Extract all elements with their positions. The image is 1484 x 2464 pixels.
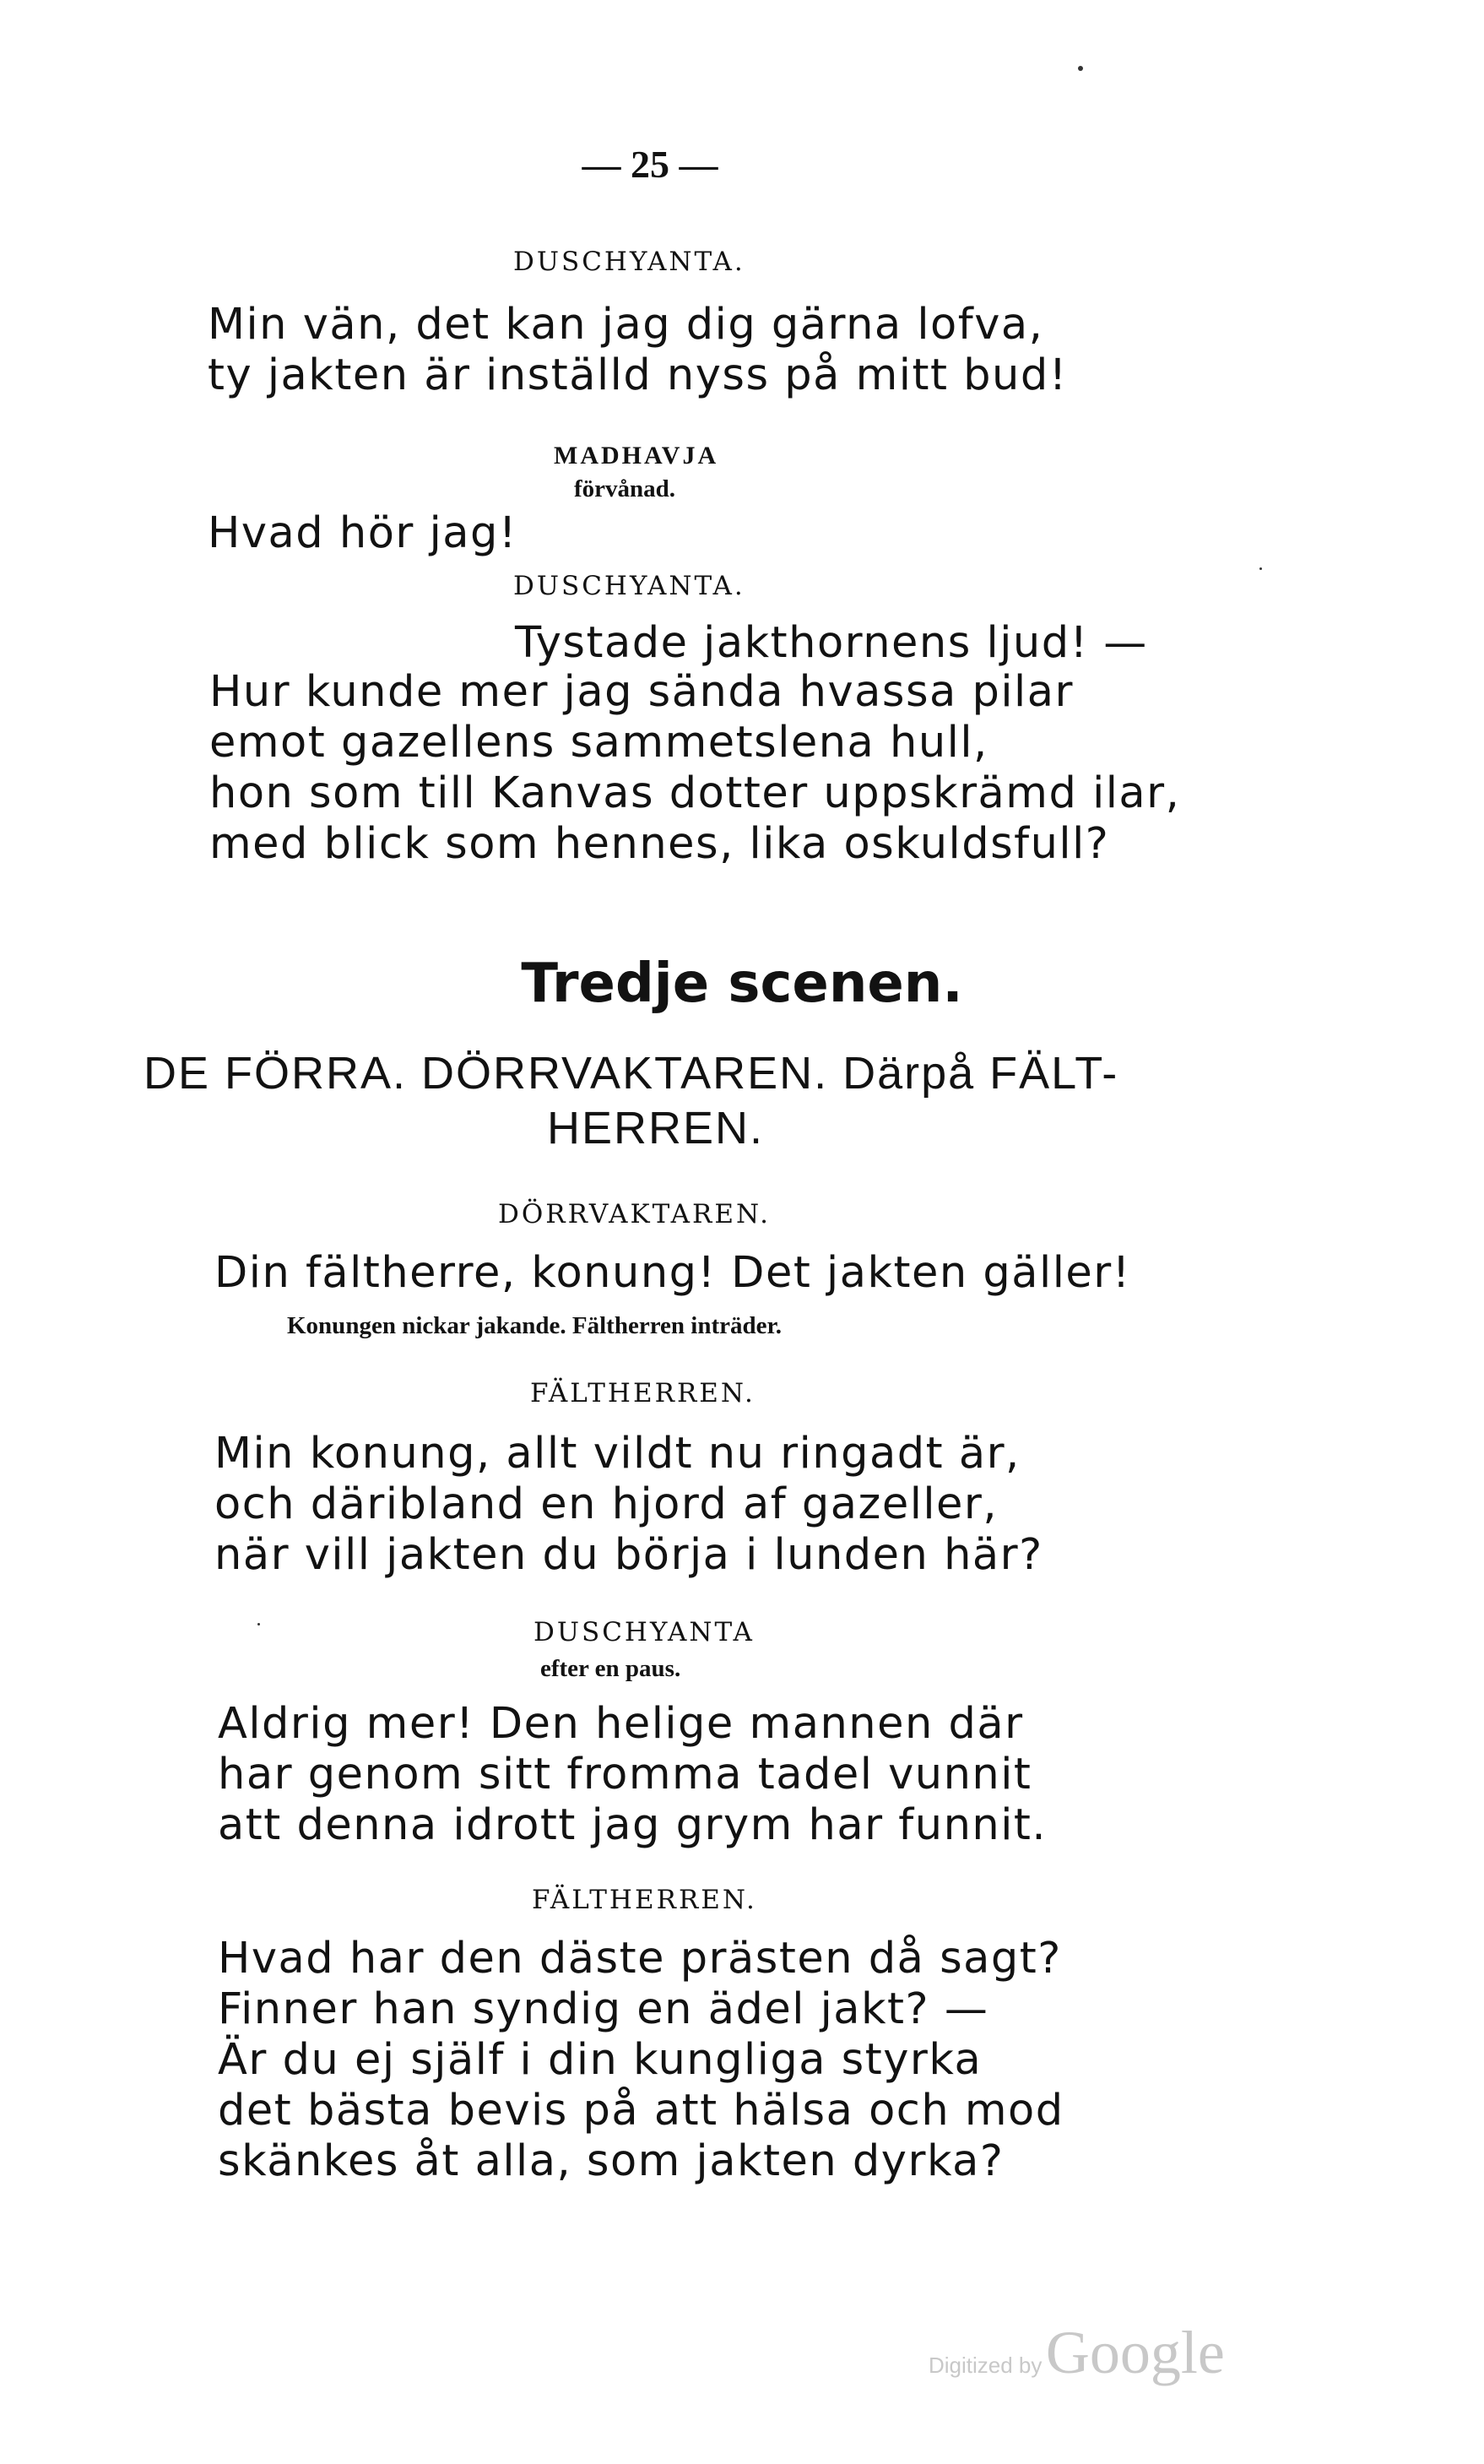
speaker-name: FÄLTHERREN. <box>532 1885 757 1915</box>
verse-line: Hur kunde mer jag sända hvassa pilar <box>209 667 1074 717</box>
page-number: — 25 — <box>582 143 718 186</box>
verse-line: att denna idrott jag grym har funnit. <box>218 1800 1048 1850</box>
stage-direction: efter en paus. <box>540 1655 681 1682</box>
verse-line: Finner han syndig en ädel jakt? — <box>218 1984 989 2034</box>
verse-line: Din fältherre, konung! Det jakten gäller! <box>214 1248 1131 1298</box>
verse-line: Hvad har den däste prästen då sagt? <box>218 1934 1062 1984</box>
verse-line: Är du ej själf i din kungliga styrka <box>218 2035 983 2085</box>
stage-direction: förvånad. <box>574 475 676 502</box>
verse-line: med blick som hennes, lika oskuldsfull? <box>209 819 1110 869</box>
scan-speck <box>257 1623 260 1625</box>
speaker-name: MADHAVJA <box>554 442 719 469</box>
stage-direction: Konungen nickar jakande. Fältherren inträder. <box>287 1312 782 1339</box>
google-logo: Google <box>1045 2319 1225 2386</box>
verse-line: emot gazellens sammetslena hull, <box>209 718 988 768</box>
watermark-prefix: Digitized by <box>929 2353 1043 2378</box>
speaker-name: DUSCHYANTA. <box>513 247 745 277</box>
scan-speck <box>1259 567 1262 570</box>
speaker-name: DUSCHYANTA. <box>513 571 745 601</box>
scene-heading: Tredje scenen. <box>521 952 963 1015</box>
digitized-by-google-watermark <box>929 2318 1225 2388</box>
verse-line: hon som till Kanvas dotter uppskrämd ilar, <box>209 768 1181 818</box>
verse-line: har genom sitt fromma tadel vunnit <box>218 1750 1032 1799</box>
verse-line: när vill jakten du börja i lunden här? <box>214 1530 1043 1580</box>
speaker-name: DUSCHYANTA <box>533 1617 755 1647</box>
scan-speck <box>1078 66 1083 71</box>
cast-list-continued: HERREN. <box>547 1103 765 1153</box>
speaker-name: DÖRRVAKTAREN. <box>498 1199 772 1229</box>
verse-line: ty jakten är inställd nyss på mitt bud! <box>208 350 1068 400</box>
verse-line: och däribland en hjord af gazeller, <box>214 1479 999 1529</box>
verse-line: Aldrig mer! Den helige mannen där <box>218 1699 1024 1749</box>
speaker-name: FÄLTHERREN. <box>530 1378 756 1408</box>
verse-line: Hvad hör jag! <box>208 508 517 558</box>
verse-line: Min vän, det kan jag dig gärna lofva, <box>208 300 1044 350</box>
verse-line: det bästa bevis på att hälsa och mod <box>218 2086 1064 2136</box>
cast-list: DE FÖRRA. DÖRRVAKTAREN. Därpå FÄLT- <box>144 1048 1119 1099</box>
verse-line: Min konung, allt vildt nu ringadt är, <box>214 1429 1021 1479</box>
verse-line: Tystade jakthornens ljud! — <box>515 618 1148 668</box>
verse-line: skänkes åt alla, som jakten dyrka? <box>218 2136 1005 2186</box>
